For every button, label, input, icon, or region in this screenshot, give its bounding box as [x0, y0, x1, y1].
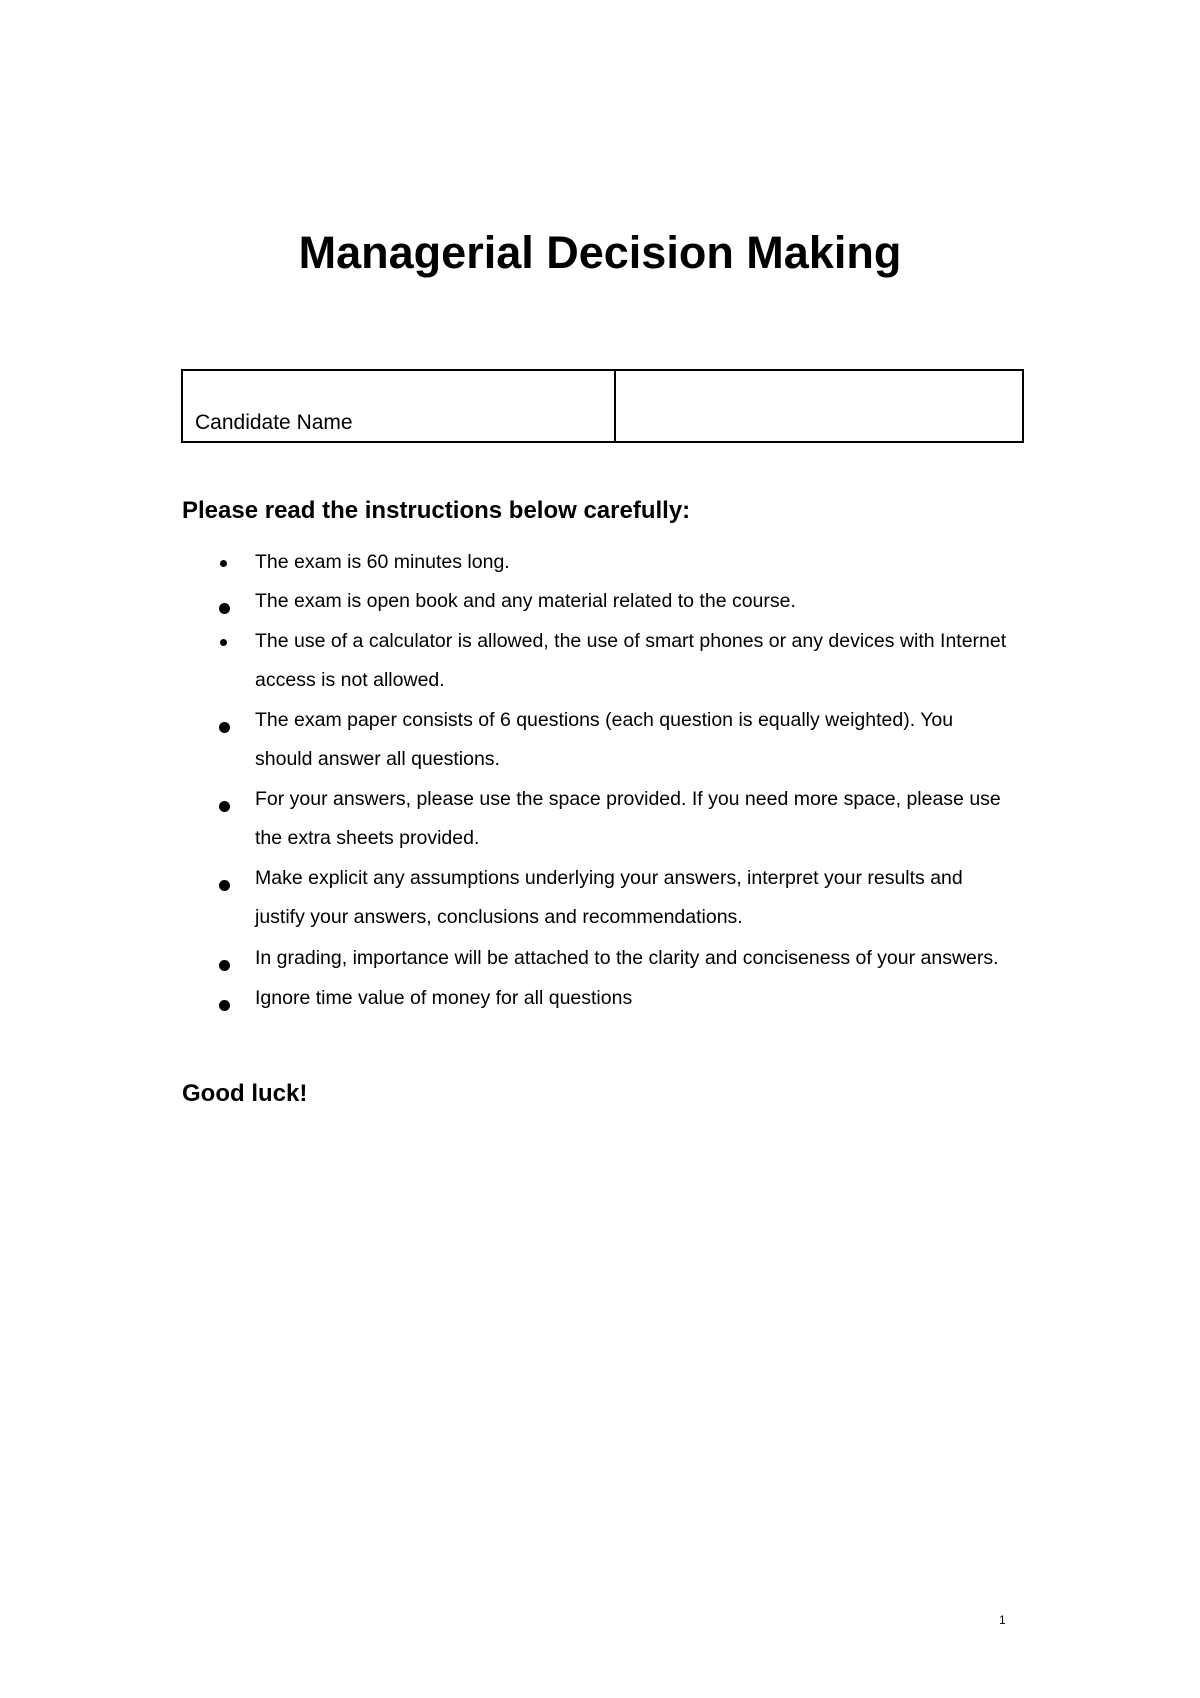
instructions-heading: Please read the instructions below carefully: [182, 497, 691, 524]
instruction-text-line: should answer all questions. [255, 748, 500, 770]
instruction-text-line: The exam paper consists of 6 questions (each question is equally weighted). You [255, 709, 954, 731]
bullet-icon [219, 880, 230, 891]
candidate-name-field[interactable] [616, 371, 1022, 441]
instruction-text-line: The use of a calculator is allowed, the use of smart phones or any devices with Internet [255, 630, 1007, 652]
instruction-text-line: The exam is 60 minutes long. [255, 551, 510, 573]
bullet-icon [219, 603, 230, 614]
page-number: 1 [999, 1613, 1006, 1627]
closing-text: Good luck! [182, 1080, 308, 1107]
instruction-text-line: justify your answers, conclusions and recommendations. [255, 906, 743, 928]
bullet-icon [220, 560, 227, 567]
candidate-name-label: Candidate Name [195, 411, 353, 434]
candidate-name-label-cell [183, 371, 616, 441]
bullet-icon [220, 639, 227, 646]
candidate-name-table [181, 369, 1024, 443]
bullet-icon [219, 960, 230, 971]
instruction-text-line: In grading, importance will be attached to the clarity and conciseness of your answers. [255, 947, 999, 969]
bullet-icon [219, 801, 230, 812]
instruction-text-line: Ignore time value of money for all questions [255, 987, 633, 1009]
document-title: Managerial Decision Making [298, 227, 902, 278]
instruction-text-line: For your answers, please use the space provided. If you need more space, please use [255, 788, 1001, 810]
instruction-text-line: access is not allowed. [255, 669, 445, 691]
instruction-text-line: the extra sheets provided. [255, 827, 480, 849]
instruction-text-line: The exam is open book and any material related to the course. [255, 590, 796, 612]
instruction-text-line: Make explicit any assumptions underlying your answers, interpret your results and [255, 867, 963, 889]
bullet-icon [219, 722, 230, 733]
bullet-icon [219, 1000, 230, 1011]
